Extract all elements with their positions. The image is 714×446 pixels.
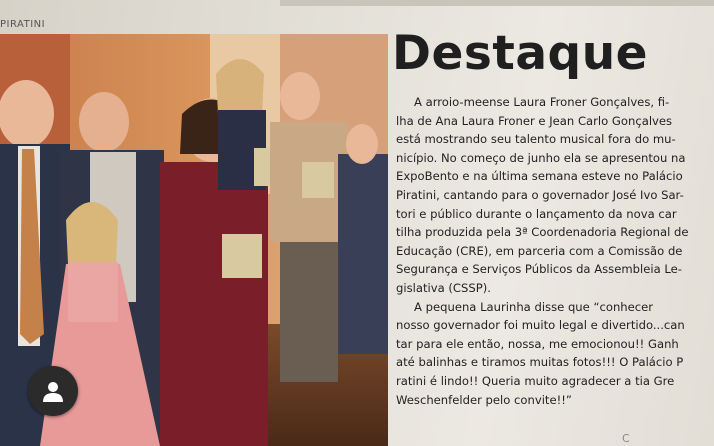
- article-line: está mostrando seu talento musical fora do mu-: [396, 132, 676, 147]
- article-line: tori e público durante o lançamento da nova car: [396, 206, 677, 221]
- article-title: Destaque: [392, 26, 649, 81]
- person-icon: [40, 378, 66, 404]
- article-line: lha de Ana Laura Froner e Jean Carlo Gonçalves: [396, 113, 673, 128]
- booklet: [222, 234, 262, 278]
- article-line: Piratini, cantando para o governador José Ivo Sar-: [396, 187, 684, 202]
- article-line: ratini é lindo!! Queria muito agradecer a tia Gre: [396, 373, 675, 388]
- article-line: tilha produzida pela 3ª Coordenadoria Regional de: [396, 225, 689, 240]
- article-line: A arroio-meense Laura Froner Gonçalves, fi-: [414, 95, 670, 109]
- article-line: Weschenfelder pelo convite!!”: [396, 392, 572, 407]
- article-line: nicípio. No começo de junho ela se apresentou na: [396, 150, 686, 165]
- article-body: [396, 93, 714, 409]
- article-line: tar para ele então, nossa, me emocionou!! Ganh: [396, 336, 679, 351]
- article-line: ExpoBento e na última semana esteve no Palácio: [396, 169, 683, 184]
- person-woman-red: [160, 162, 268, 446]
- article-line: Educação (CRE), em parceria com a Comissão de: [396, 243, 683, 258]
- article-line: A pequena Laurinha disse que “conhecer: [414, 299, 654, 314]
- article-line: gislativa (CSSP).: [396, 280, 491, 295]
- profile-button[interactable]: [28, 366, 78, 416]
- article-line: até balinhas e tiramos muitas fotos!!! O Palácio P: [396, 355, 684, 370]
- page-edge: [280, 0, 714, 6]
- article-line: nosso governador foi muito legal e divertido...can: [396, 318, 685, 333]
- page-number: C: [622, 432, 630, 445]
- article-line: Segurança e Serviços Públicos da Assembleia Le-: [396, 262, 682, 277]
- photo-caption: PIRATINI: [0, 19, 46, 30]
